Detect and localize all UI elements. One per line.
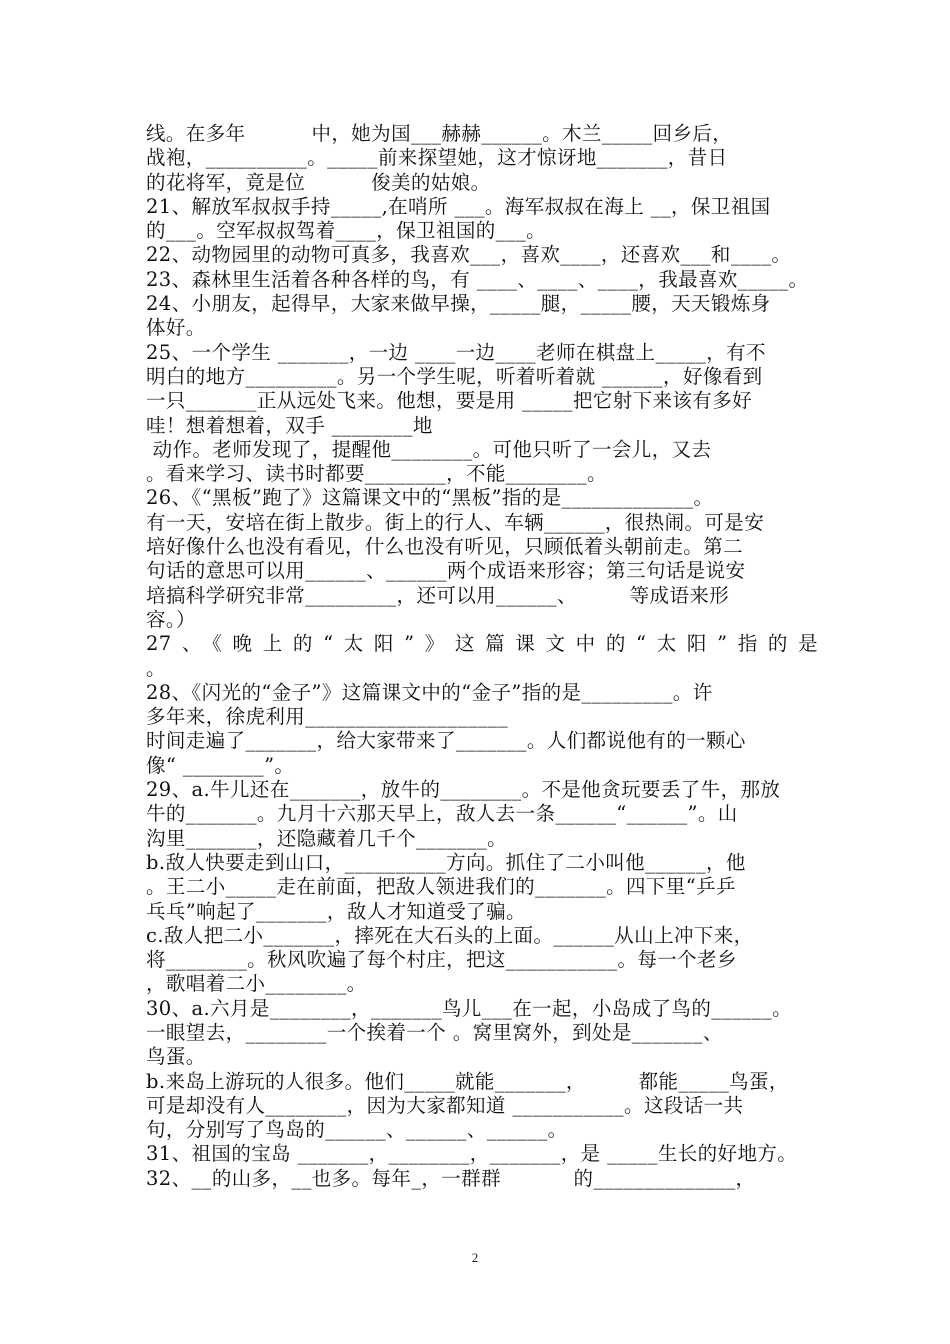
text-line: 线。在多年 中，她为国___赫赫______。木兰_____回乡后， — [146, 122, 733, 145]
text-line: 哇！想着想着，双手 ________地 — [146, 413, 433, 437]
text-line: 培好像什么也没有看见，什么也没有听见，只顾低着头朝前走。第二 — [146, 535, 744, 559]
text-line: 鸟蛋。 — [146, 1045, 206, 1069]
text-line: 一眼望去，________一个挨着一个 。窝里窝外，到处是_______、 — [146, 1020, 723, 1044]
document-body — [146, 122, 818, 1191]
text-line: 培搞科学研究非常_________，还可以用______、 等成语来形 — [146, 583, 730, 607]
text-line: 的___。空军叔叔驾着____，保卫祖国的___。 — [146, 219, 547, 243]
text-line: 牛的_______。九月十六那天早上，敌人去一条______“______”。山 — [146, 802, 738, 826]
text-line: 24、小朋友，起得早，大家来做早操，_____腿，_____腰，天天锻炼身 — [146, 292, 771, 316]
text-line: 。王二小_____走在前面，把敌人领进我们的_______。四下里“乒乒 — [146, 875, 736, 899]
text-line: 句，分别写了鸟岛的______、______、______。 — [146, 1118, 568, 1142]
text-line: 像“ ________”。 — [146, 753, 295, 777]
page-number: 2 — [471, 1250, 479, 1265]
text-line: 的花将军，竟是位 俊美的姑娘。 — [146, 170, 491, 194]
text-line: 将________。秋风吹遍了每个村庄，把这___________。每一个老乡 — [146, 948, 737, 972]
text-line: 句话的意思可以用______、______两个成语来形容；第三句话是说安 — [146, 559, 746, 583]
text-line: 22、动物园里的动物可真多，我喜欢___，喜欢____，还喜欢___和____。 — [146, 243, 792, 267]
text-line: 明白的地方_________。另一个学生呢，听着听着就 ______，好像看到 — [146, 364, 763, 388]
text-line: 21、解放军叔叔手持_____,在哨所 ___。海军叔叔在海上 __，保卫祖国 — [146, 194, 771, 218]
text-line: 30、a.六月是________，_______鸟儿___在一起，小岛成了鸟的______。 — [146, 996, 793, 1020]
text-line: 多年来，徐虎利用____________________ — [146, 705, 509, 729]
text-line: 时间走遍了_______，给大家带来了_______。人们都说他有的一颗心 — [146, 729, 746, 753]
text-line: 。 — [146, 656, 166, 680]
text-line: 25、一个学生 _______，一边 ____一边____老师在棋盘上_____，有不 — [146, 340, 766, 364]
text-line: 27、《晚上的“太阳”》这篇课文中的“太阳”指的是 — [146, 632, 818, 656]
text-line: 23、森林里生活着各种各样的鸟，有 ____、____、____，我最喜欢_____。 — [146, 267, 809, 291]
text-line: 沟里_______，还隐藏着几千个_______。 — [146, 826, 507, 850]
text-line: 。看来学习、读书时都要________，不能________。 — [146, 462, 607, 486]
text-line: 29、a.牛儿还在_______，放牛的________。不是他贪玩要丢了牛，那放 — [146, 778, 781, 802]
text-line: 32、__的山多，__也多。每年_，一群群 的______________， — [146, 1166, 756, 1190]
text-line: b.来岛上游玩的人很多。他们_____就能_______， 都能_____鸟蛋， — [146, 1069, 789, 1093]
text-line: 乓乓”响起了_______，敌人才知道受了骗。 — [146, 899, 526, 923]
text-line: c.敌人把二小_______，摔死在大石头的上面。______从山上冲下来， — [146, 923, 754, 947]
text-line: 26、《“黑板”跑了》这篇课文中的“黑板”指的是_____________。 — [146, 486, 714, 510]
text-line: 可是却没有人________，因为大家都知道 ___________。这段话一共 — [146, 1093, 744, 1117]
text-line: 战袍，__________。_____前来探望她，这才惊讶地_______，昔日 — [146, 146, 728, 170]
text-line: 容。） — [146, 607, 196, 631]
text-line: 31、祖国的宝岛 _______，________，_______，是 _____生长的好地方。 — [146, 1142, 798, 1166]
text-line: 28、《闪光的“金子”》这篇课文中的“金子”指的是_________。许 — [146, 680, 713, 704]
text-line: b.敌人快要走到山口，__________方向。抓住了二小叫他______，他 — [146, 850, 746, 874]
text-line: ，歌唱着二小________。 — [146, 972, 367, 996]
text-line: 体好。 — [146, 316, 206, 340]
text-line: 动作。老师发现了，提醒他________。可他只听了一会儿，又去 — [146, 437, 712, 461]
text-line: 有一天，安培在街上散步。街上的行人、车辆______，很热闹。可是安 — [146, 510, 765, 534]
text-line: 一只_______正从远处飞来。他想，要是用 _____把它射下来该有多好 — [146, 389, 752, 413]
